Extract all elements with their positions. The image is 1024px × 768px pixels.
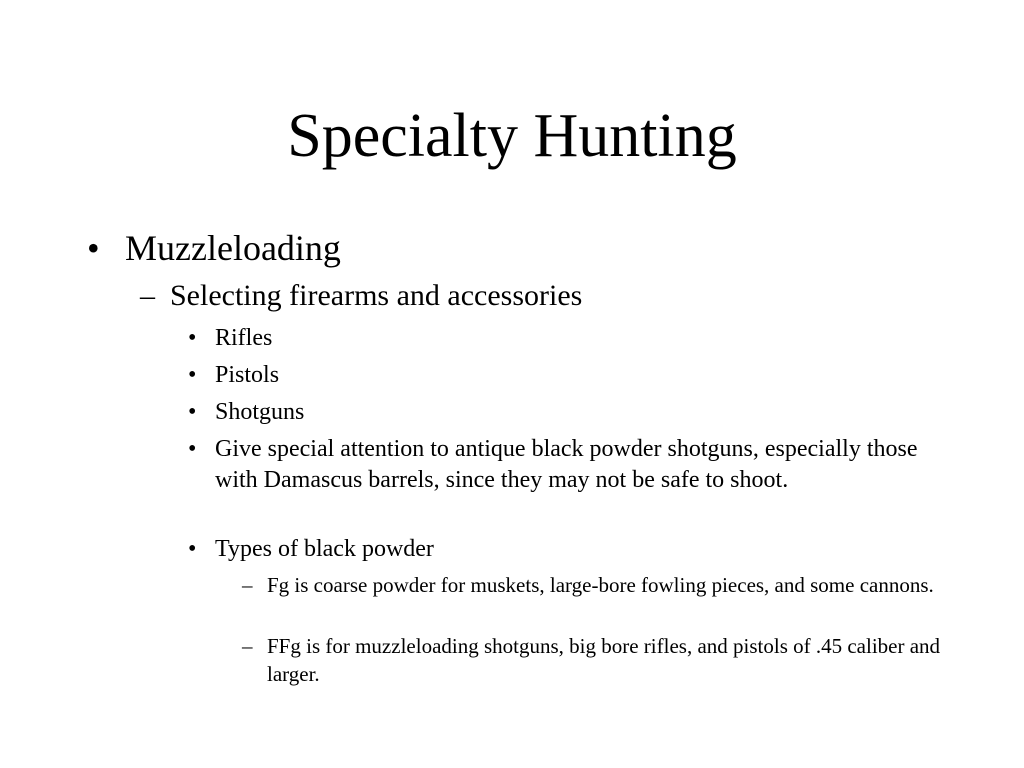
bullet-icon: • (87, 228, 100, 268)
dash-icon: – (140, 279, 155, 312)
bullet-icon: • (188, 362, 197, 388)
sub-list-item-text: Fg is coarse powder for muskets, large-bore fowling pieces, and some cannons. (267, 573, 934, 597)
bullet-icon: • (188, 436, 197, 462)
dash-icon: – (242, 573, 253, 597)
bullet-icon: • (188, 536, 197, 562)
bullet-icon: • (188, 325, 197, 351)
sub-list-item-text: FFg is for muzzleloading shotguns, big bore rifles, and pistols of .45 caliber and larger. (267, 634, 941, 686)
list-item-text: Rifles (215, 325, 273, 351)
list-item-text: Shotguns (215, 399, 305, 425)
list-item-text: Give special attention to antique black powder shotguns, especially those with Damascus barrels, since they may not be safe to shoot. (215, 436, 918, 493)
sub-item-text: Selecting firearms and accessories (170, 279, 583, 312)
list-item-text: Pistols (215, 362, 280, 388)
slide-title: Specialty Hunting (287, 102, 737, 170)
bullet-text: Muzzleloading (125, 228, 341, 268)
dash-icon: – (242, 634, 253, 658)
bullet-icon: • (188, 399, 197, 425)
list-item-text: Types of black powder (215, 536, 434, 562)
